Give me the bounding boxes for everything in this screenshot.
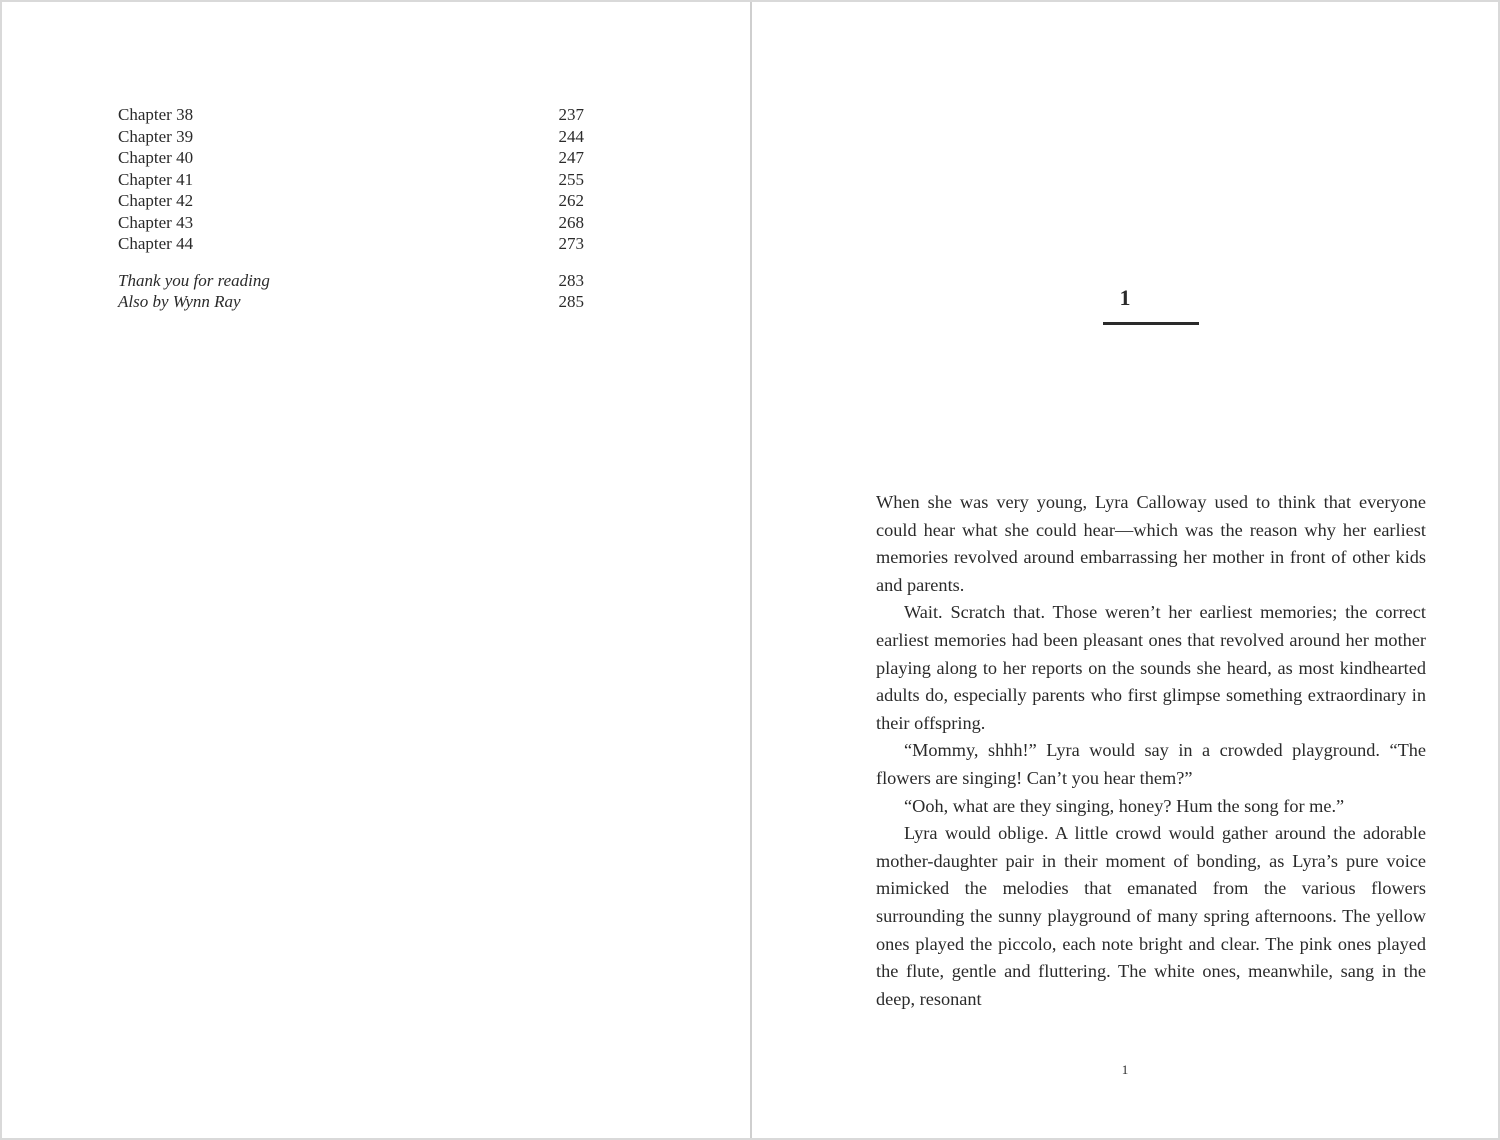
chapter-rule	[1103, 322, 1199, 325]
table-of-contents	[118, 104, 584, 313]
toc-entry-title: Chapter 40	[118, 148, 194, 167]
toc-entry-page: 285	[558, 292, 584, 311]
toc-entry-page: 268	[558, 212, 584, 232]
toc-entry-chapter-38[interactable]	[118, 104, 584, 126]
toc-entry-title: Chapter 43	[118, 212, 194, 232]
toc-entry-chapter-40[interactable]	[118, 147, 584, 169]
left-page[interactable]	[2, 2, 752, 1138]
toc-entry-page: 262	[558, 191, 584, 210]
paragraph: “Ooh, what are they singing, honey? Hum the song for me.”	[904, 795, 1345, 816]
toc-entry-page: 255	[558, 169, 584, 189]
chapter-number: 1	[1119, 285, 1131, 310]
toc-spacer	[118, 255, 584, 270]
chapter-body	[876, 489, 1426, 1013]
toc-entry-title: Chapter 38	[118, 105, 194, 124]
toc-entry-title: Thank you for reading	[118, 270, 270, 290]
toc-entry-title: Chapter 39	[118, 126, 194, 146]
toc-entry-title: Chapter 44	[118, 234, 194, 253]
toc-entry-title: Chapter 42	[118, 191, 194, 210]
toc-entry-chapter-42[interactable]	[118, 190, 584, 212]
page-number: 1	[1121, 1062, 1129, 1077]
toc-entry-page: 273	[558, 234, 584, 253]
toc-entry-title: Also by Wynn Ray	[118, 292, 241, 311]
right-page[interactable]	[752, 2, 1498, 1138]
toc-entry-also-by[interactable]	[118, 291, 584, 313]
toc-entry-page: 283	[558, 270, 584, 290]
toc-entry-thank-you[interactable]	[118, 270, 584, 292]
toc-entry-chapter-39[interactable]	[118, 126, 584, 148]
toc-entry-chapter-44[interactable]	[118, 233, 584, 255]
toc-entry-chapter-43[interactable]	[118, 212, 584, 234]
paragraph: Lyra would oblige. A little crowd would gather around the adorable mother-daughter pair in their moment of bonding, as Lyra’s pure voice mimicked the melodies that emanated from the various flowers surrounding the sunny playground of many spring afternoons. The yellow ones played the piccolo, each note bright and clear. The pink ones played the flute, gentle and fluttering. The white ones, meanwhile, sang in the deep, resonant	[876, 823, 1426, 1009]
toc-entry-page: 237	[558, 105, 584, 124]
paragraph: When she was very young, Lyra Calloway used to think that everyone could hear what she could hear—which was the reason why her earliest memories revolved around embarrassing her mother in front of other kids and parents.	[876, 492, 1426, 595]
toc-entry-page: 244	[558, 126, 584, 146]
paragraph: “Mommy, shhh!” Lyra would say in a crowded playground. “The flowers are singing! Can’t you hear them?”	[876, 740, 1426, 788]
toc-entry-page: 247	[558, 148, 584, 167]
toc-entry-title: Chapter 41	[118, 169, 194, 189]
toc-entry-chapter-41[interactable]	[118, 169, 584, 191]
paragraph: Wait. Scratch that. Those weren’t her earliest memories; the correct earliest memories had been pleasant ones that revolved around her mother playing along to her reports on the sounds she heard, as most kindhearted adults do, especially parents who first glimpse something extraordinary in their offspring.	[876, 602, 1426, 733]
